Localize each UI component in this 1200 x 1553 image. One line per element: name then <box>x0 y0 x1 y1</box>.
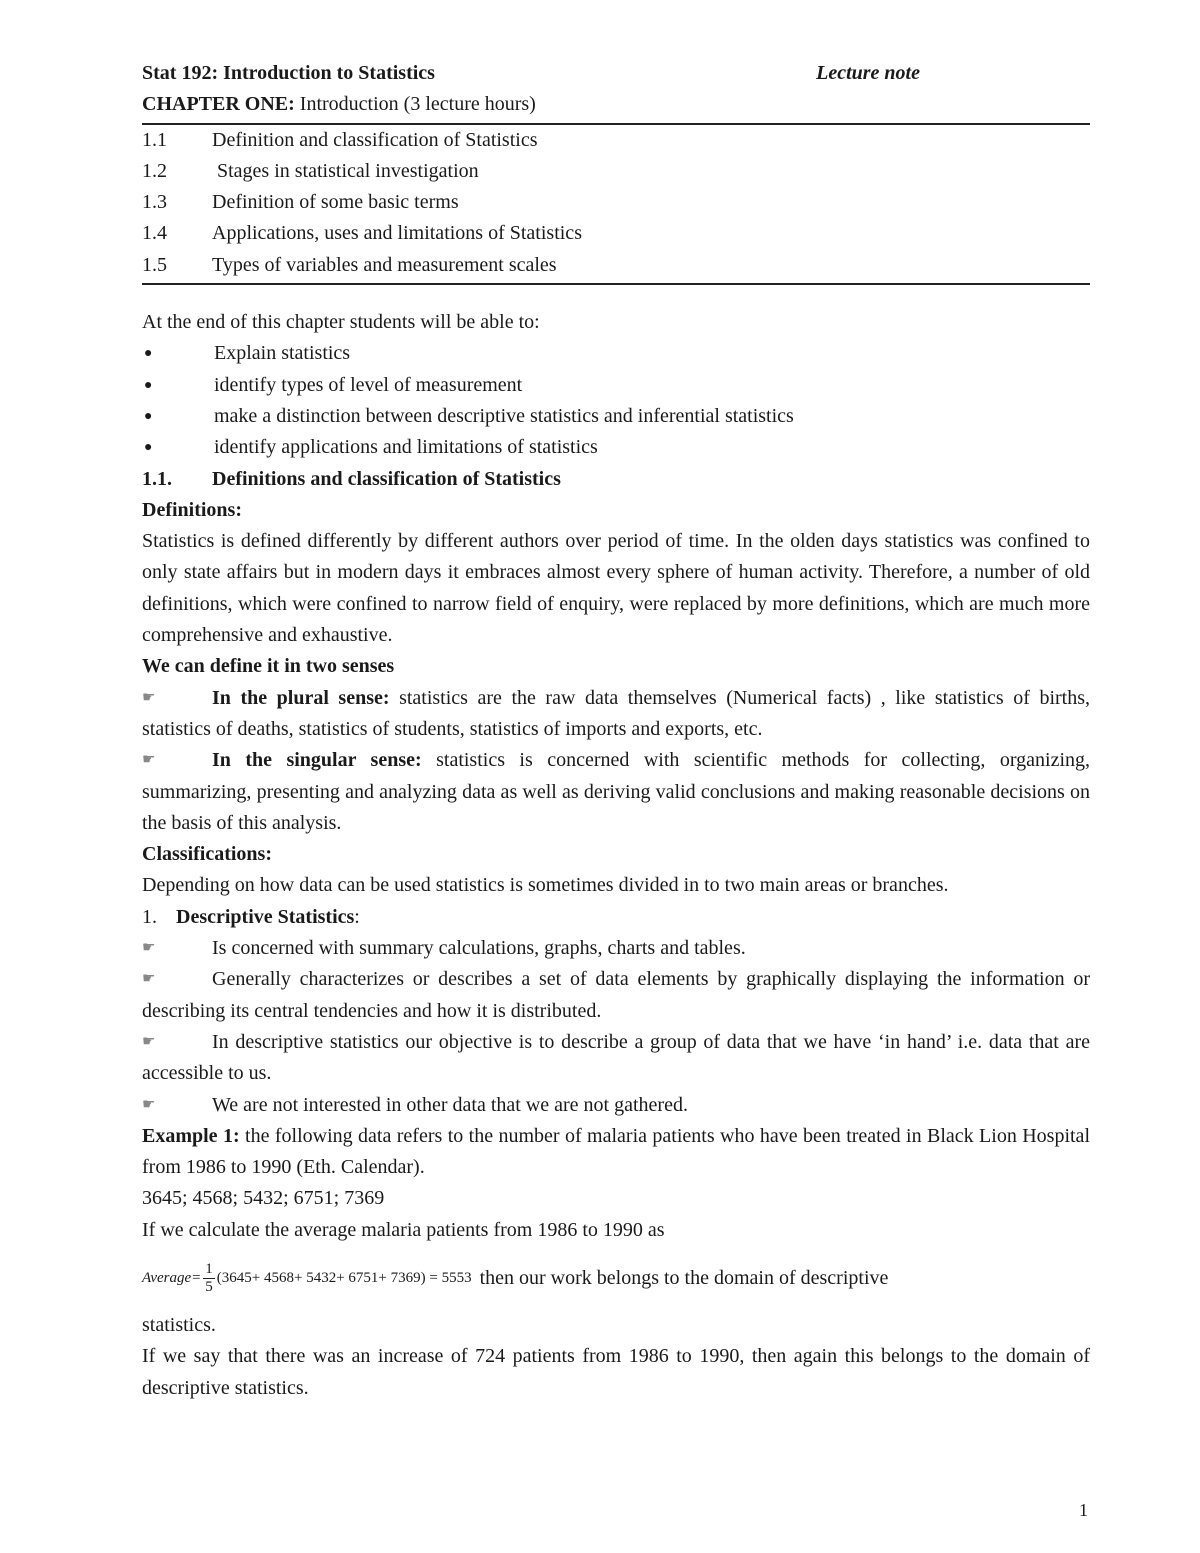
pointing-hand-icon: ☛ <box>142 752 156 769</box>
closing-paragraph: If we say that there was an increase of 724 patients from 1986 to 1990, then again this belongs to the domain of descriptive statistics. <box>142 1345 1090 1399</box>
pointing-hand-icon: ☛ <box>142 971 156 988</box>
example-calc-intro: If we calculate the average malaria patients from 1986 to 1990 as <box>142 1218 665 1241</box>
formula-continuation: statistics. <box>142 1313 216 1336</box>
formula-lhs: Average= <box>142 1270 202 1287</box>
page-number: 1 <box>1079 1500 1088 1520</box>
table-of-contents <box>142 123 1090 285</box>
bullet-icon: ● <box>144 377 153 393</box>
example-data: 3645; 4568; 5432; 6751; 7369 <box>142 1187 385 1210</box>
bullet-icon: ● <box>144 440 153 456</box>
classifications-paragraph: Depending on how data can be used statistics is sometimes divided in to two main areas or branches. <box>142 874 949 897</box>
formula-fraction: $\frac{1}{5}$ <box>205 1261 213 1296</box>
section-heading: 1.1. Definitions and classification of Statistics <box>142 467 561 490</box>
definitions-paragraph: Statistics is defined differently by different authors over period of time. In the olden days statistics was confined to only state affairs but in modern days it embraces almost every sphere of human activity. Therefore, a number of old definitions, which were confined to narrow field of enquiry, were replaced by more definitions, which are much more comprehensive and exhaustive. <box>142 530 1090 647</box>
sense-item: ☛ In the plural sense: statistics are the raw data themselves (Numerical facts) , like statistics of births, statistics of deaths, statistics of students, statistics of imports and exports, etc. <box>142 683 1090 746</box>
course-title: Stat 192: Introduction to Statistics <box>142 62 435 84</box>
chapter-label: CHAPTER ONE: <box>142 93 295 116</box>
chapter-line <box>142 89 1090 120</box>
objective-item: ● identify types of level of measurement <box>142 370 1090 401</box>
lecture-note-label: Lecture note <box>816 62 920 84</box>
sense-item: ☛ In the singular sense: statistics is concerned with scientific methods for collecting, organizing, summarizing, presenting and analyzing data as well as deriving valid conclusions and making reasonable decisions on the basis of this analysis. <box>142 745 1090 839</box>
toc-item: 1.3 Definition of some basic terms <box>142 191 459 214</box>
classifications-heading: Classifications: <box>142 843 272 866</box>
formula-tail: then our work belongs to the domain of descriptive <box>479 1267 889 1290</box>
page-header <box>142 58 1090 89</box>
bullet-icon: ● <box>144 408 153 424</box>
objective-item: ● make a distinction between descriptive statistics and inferential statistics <box>142 401 1090 432</box>
example-paragraph: Example 1: the following data refers to the number of malaria patients who have been treated in Black Lion Hospital from 1986 to 1990 (Eth. Calendar). <box>142 1124 1090 1179</box>
chapter-title: Introduction (3 lecture hours) <box>294 93 536 116</box>
pointing-hand-icon: ☛ <box>142 1096 156 1113</box>
descriptive-heading: 1. Descriptive Statistics: <box>142 905 360 928</box>
pointing-hand-icon: ☛ <box>142 689 156 706</box>
descriptive-point: ☛ Is concerned with summary calculations, graphs, charts and tables. <box>142 933 1090 964</box>
toc-item: 1.2 Stages in statistical investigation <box>142 159 479 182</box>
objective-item: ● identify applications and limitations of statistics <box>142 432 1090 463</box>
definitions-heading: Definitions: <box>142 498 242 521</box>
toc-item: 1.4 Applications, uses and limitations of Statistics <box>142 222 582 245</box>
pointing-hand-icon: ☛ <box>142 1033 156 1050</box>
toc-item: 1.5 Types of variables and measurement scales <box>142 253 557 276</box>
senses-heading: We can define it in two senses <box>142 655 395 678</box>
descriptive-point: ☛ We are not interested in other data that we are not gathered. <box>142 1090 1090 1121</box>
pointing-hand-icon: ☛ <box>142 940 156 957</box>
objective-item: ● Explain statistics <box>142 338 1090 369</box>
toc-item: 1.1 Definition and classification of Statistics <box>142 128 538 151</box>
descriptive-point: ☛ In descriptive statistics our objective is to describe a group of data that we have ‘in hand’ i.e. data that are accessible to us. <box>142 1027 1090 1090</box>
formula-expression: (3645+ 4568+ 5432+ 6751+ 7369) = 5553 <box>216 1270 472 1287</box>
objectives-intro: At the end of this chapter students will be able to: <box>142 311 540 334</box>
document-page <box>142 58 1090 1404</box>
bullet-icon: ● <box>144 346 153 362</box>
average-formula <box>142 1248 1090 1310</box>
descriptive-point: ☛ Generally characterizes or describes a set of data elements by graphically displaying the information or describing its central tendencies and how it is distributed. <box>142 964 1090 1027</box>
